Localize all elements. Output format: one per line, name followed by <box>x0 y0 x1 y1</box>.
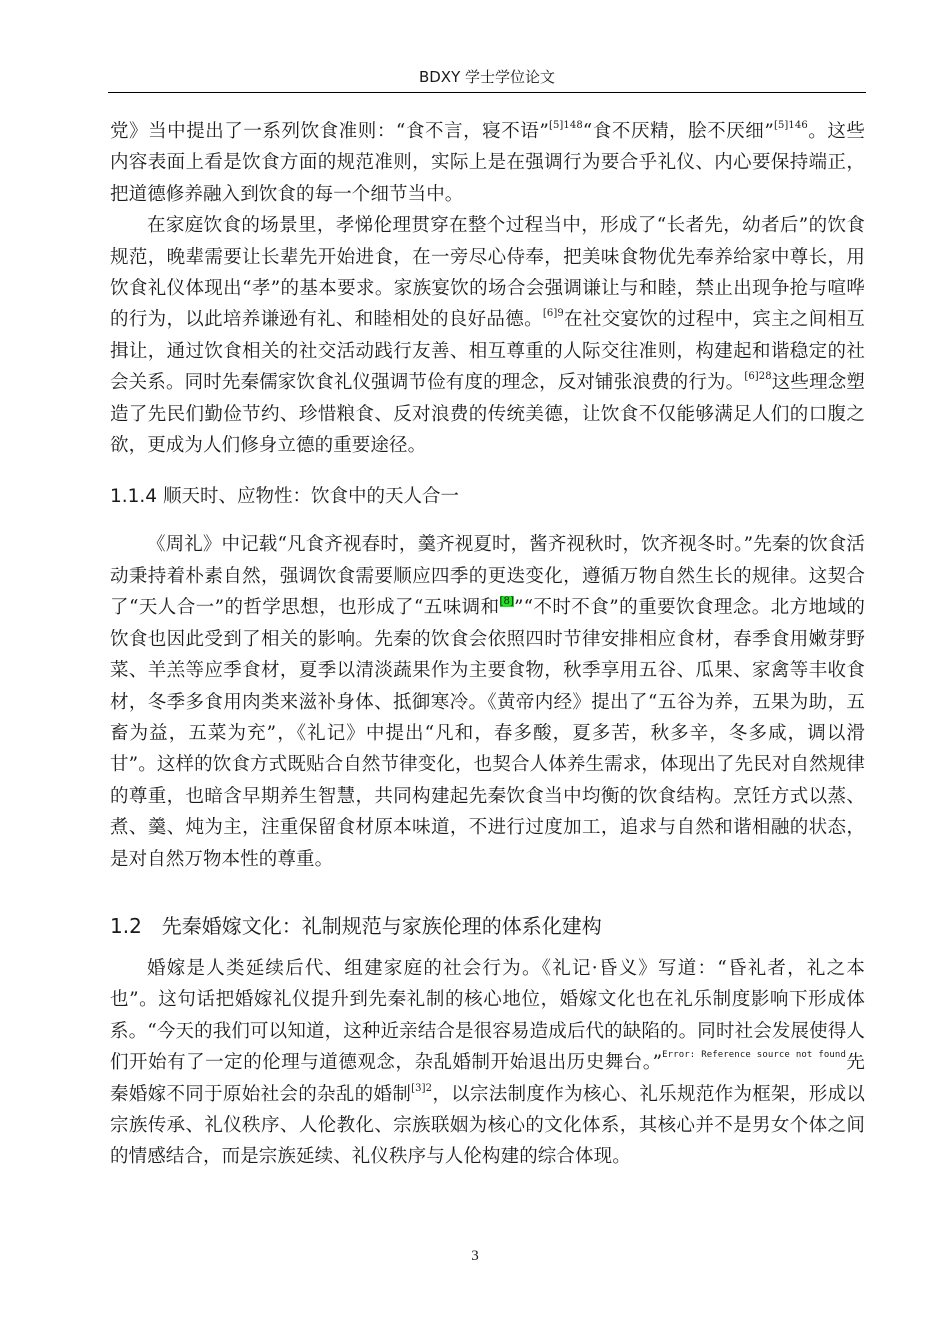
running-header: BDXY 学士学位论文 <box>108 64 866 93</box>
text-run: 在社交宴饮的过程中，宾主之间相互揖让，通过饮食相关的社交活动践行友善、相互尊重的人际交往准则，构建起和谐稳定的社会关系。同时先秦儒家饮食礼仪强调节俭有度的理念，反对铺张浪费的行为。 <box>110 309 865 394</box>
paragraph-2 <box>110 210 865 461</box>
text-run: ，以宗法制度作为核心、礼乐规范作为框架，形成以宗族传承、礼仪秩序、人伦教化、宗族联姻为核心的文化体系，其核心并不是男女个体之间的情感结合，而是宗族延续、礼仪秩序与人伦构建的综合体现。 <box>110 1083 865 1168</box>
citation: [3]2 <box>411 1082 433 1094</box>
text-run: 党》当中提出了一系列饮食准则：“食不言，寝不语” <box>110 121 549 142</box>
page-number: 3 <box>471 1248 479 1264</box>
text-run: 婚嫁是人类延续后代、组建家庭的社会行为。《礼记·昏义》写道：“昏礼者，礼之本也”。这句话把婚嫁礼仪提升到先秦礼制的核心地位，婚嫁文化也在礼乐制度影响下形成体系。“今天的我们可以知道，这种近亲结合是很容易造成后代的缺陷的。同时社会发展使得人们开始有了一定的伦理与道德观念，杂乱婚制开始退出历史舞台。” <box>110 957 865 1074</box>
paragraph-4 <box>110 953 865 1173</box>
section-heading-1-1-4: 1.1.4 顺天时、应物性：饮食中的天人合一 <box>110 486 459 508</box>
text-run: 先秦婚嫁不同于原始社会的杂乱的婚制 <box>110 1052 865 1105</box>
reference-error: Error: Reference source not found <box>662 1050 846 1061</box>
citation: [6]28 <box>744 371 772 383</box>
text-run: 在家庭饮食的场景里，孝悌伦理贯穿在整个过程当中，形成了“长者先，幼者后”的饮食规范，晚辈需要让长辈先开始进食，在一旁尽心侍奉，把美味食物优先奉养给家中尊长，用饮食礼仪体现出“孝”的基本要求。家族宴饮的场合会强调谦让与和睦，禁止出现争抢与喧哗的行为，以此培养谦逊有礼、和睦相处的良好品德。 <box>110 215 865 331</box>
paragraph-1 <box>110 116 865 210</box>
text-run: 这些理念塑造了先民们勤俭节约、珍惜粮食、反对浪费的传统美德，让饮食不仅能够满足人们的口腹之欲，更成为人们修身立德的重要途径。 <box>110 372 865 457</box>
highlighted-citation: [8] <box>499 596 515 608</box>
text-run: “食不厌精，脍不厌细” <box>582 121 774 142</box>
section-heading-1-2: 1.2 先秦婚嫁文化：礼制规范与家族伦理的体系化建构 <box>110 913 602 938</box>
citation: [5]148 <box>548 120 583 131</box>
text-run: 。这些内容表面上看是饮食方面的规范准则，实际上是在强调行为要合乎礼仪、内心要保持端正，把道德修养融入到饮食的每一个细节当中。 <box>110 121 865 205</box>
text-run: ”“不时不食”的重要饮食理念。北方地域的饮食也因此受到了相关的影响。先秦的饮食会依照四时节律安排相应食材，春季食用嫩芽野菜、羊羔等应季食材，夏季以清淡蔬果作为主要食物，秋季享用五谷、瓜果、家禽等丰收食材，冬季多食用肉类来滋补身体、抵御寒冷。《黄帝内经》提出了“五谷为养，五果为助，五畜为益，五菜为充”，《礼记》中提出“凡和，春多酸，夏多苦，秋多辛，冬多咸，调以滑甘”。这样的饮食方式既贴合自然节律变化，也契合人体养生需求，体现出了先民对自然规律的尊重，也暗含早期养生智慧，共同构建起先秦饮食当中均衡的饮食结构。烹饪方式以蒸、煮、羹、炖为主，注重保留食材原本味道，不进行过度加工，追求与自然和谐相融的状态，是对自然万物本性的尊重。 <box>110 597 866 870</box>
citation: [5]146 <box>773 120 808 131</box>
citation: [6]9 <box>542 308 564 320</box>
body-text <box>110 116 865 1173</box>
text-run: 《周礼》中记载“凡食齐视春时，羹齐视夏时，酱齐视秋时，饮齐视冬时。”先秦的饮食活动秉持着朴素自然，强调饮食需要顺应四季的更迭变化，遵循万物自然生长的规律。这契合了“天人合一”的哲学思想，也形成了“五味调和 <box>110 534 865 619</box>
paragraph-3 <box>110 529 865 874</box>
